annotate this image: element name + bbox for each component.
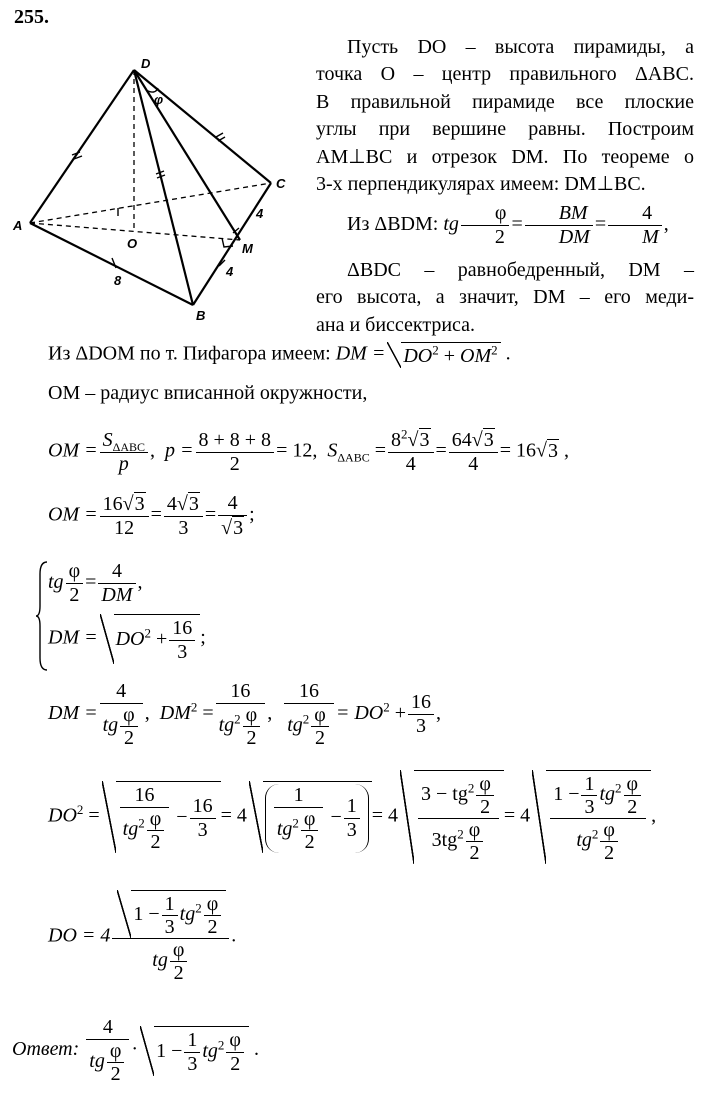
edge-DM — [134, 70, 240, 240]
system-eq2: DM = $DO^2$ + $\frac{16}{3}$ ; — [48, 614, 206, 664]
edge-DB — [134, 70, 193, 305]
text-line: углы при вершине равны. Построим — [316, 118, 694, 141]
edge-BC — [193, 183, 271, 305]
ratio-formula: Из ΔBDM: tg $\frac{\varphi}{2}$ = $\frac{BM}{DM}$ = $\frac{4}{M}$ , — [347, 202, 669, 249]
label-MB: 4 — [226, 264, 234, 279]
label-B: B — [196, 308, 206, 323]
label-A: A — [13, 218, 23, 233]
edge-AB — [30, 223, 193, 305]
intro-paragraph — [316, 34, 694, 257]
edge-DC — [134, 70, 271, 183]
system-eq1: tg $\frac{\varphi}{2}$ = $\frac{4}{DM}$ , — [48, 560, 143, 606]
om-formula: OM = $\frac{S_{\Delta ABC}}{p}$ , p = $\frac{8 + 8 + 8}{2}$ = 12, $S_{\Delta ABC}$ = $\frac{8^2√3}{4}$ = $\frac{64√3}{4}$ = 16√3 , — [48, 426, 570, 475]
label-CM: 4 — [256, 206, 264, 221]
text-line: ΔBDC – равнобедренный, DM – — [347, 259, 694, 281]
pyramid-figure — [8, 50, 313, 330]
radius-line: OM – радиус вписанной окружности, — [48, 382, 368, 404]
text-line: Пусть DO – высота пирамиды, а — [347, 36, 694, 58]
edge-DA — [30, 70, 134, 223]
text-line: 3-х перпендикулярах имеем: DM⊥BC. — [316, 173, 646, 196]
do-line: DO = 4 1 − $\frac{1}{3}$ $tg^2$ $\frac{\varphi}{2}$ tg $\frac{\varphi}{2}$ . — [48, 890, 236, 984]
text-line: В правильной пирамиде все плоские — [316, 90, 694, 113]
label-O: O — [127, 236, 138, 251]
answer-label: Ответ: — [12, 1038, 80, 1061]
om-value: OM = $\frac{16√3}{12}$ = $\frac{4√3}{3}$ = $\frac{4}{√3}$ ; — [48, 492, 255, 539]
label-AB: 8 — [114, 273, 122, 288]
pythagoras-line: Из ΔDOM по т. Пифагора имеем: DM = $DO^2 + OM^2$ . — [48, 342, 511, 367]
text-line: AM⊥BC и отрезок DM. По теореме о — [316, 145, 694, 168]
edge-AC — [30, 183, 271, 223]
text-line: его высота, а значит, DM – его меди- — [316, 286, 694, 309]
answer-line: Ответ: 4 tg $\frac{\varphi}{2}$ · 1 − $\frac{1}{3}$ $tg^2$ $\frac{\varphi}{2}$ . — [12, 1016, 259, 1085]
label-D: D — [141, 56, 151, 71]
label-M: M — [242, 241, 253, 256]
problem-number: 255. — [14, 6, 49, 28]
text-line: ана и биссектриса. — [316, 313, 476, 336]
system-brace — [36, 560, 48, 672]
label-phi: φ — [154, 92, 164, 107]
text-line: точка O – центр правильного ΔABC. — [316, 63, 694, 86]
label-C: C — [276, 176, 286, 191]
do2-line: $DO^2$ = 16 $tg^2$ $\frac{\varphi}{2}$ − $\frac{16}{3}$ = 4 1 $tg^2$ $\frac{\varphi}{2}$ − $\frac{1}{3}$ = 4 $3 - tg^2$ $\frac{\varphi}{2}$ $3tg^2$ $\frac{\varphi}{2}$ = 4 1 − $\frac{1}{3}$ $tg^2$ $\frac{\varphi}{2}$ $tg^2$ $\frac{\varphi}{2}$ , — [48, 770, 656, 864]
tail-paragraph — [316, 257, 694, 339]
dm-line: DM = 4 tg $\frac{\varphi}{2}$ , $DM^2$ = 16 $tg^2$ $\frac{\varphi}{2}$ , 16 $tg^2$ $\frac{\varphi}{2}$ = $DO^2$ + $\frac{16}{3}$ , — [48, 680, 441, 749]
